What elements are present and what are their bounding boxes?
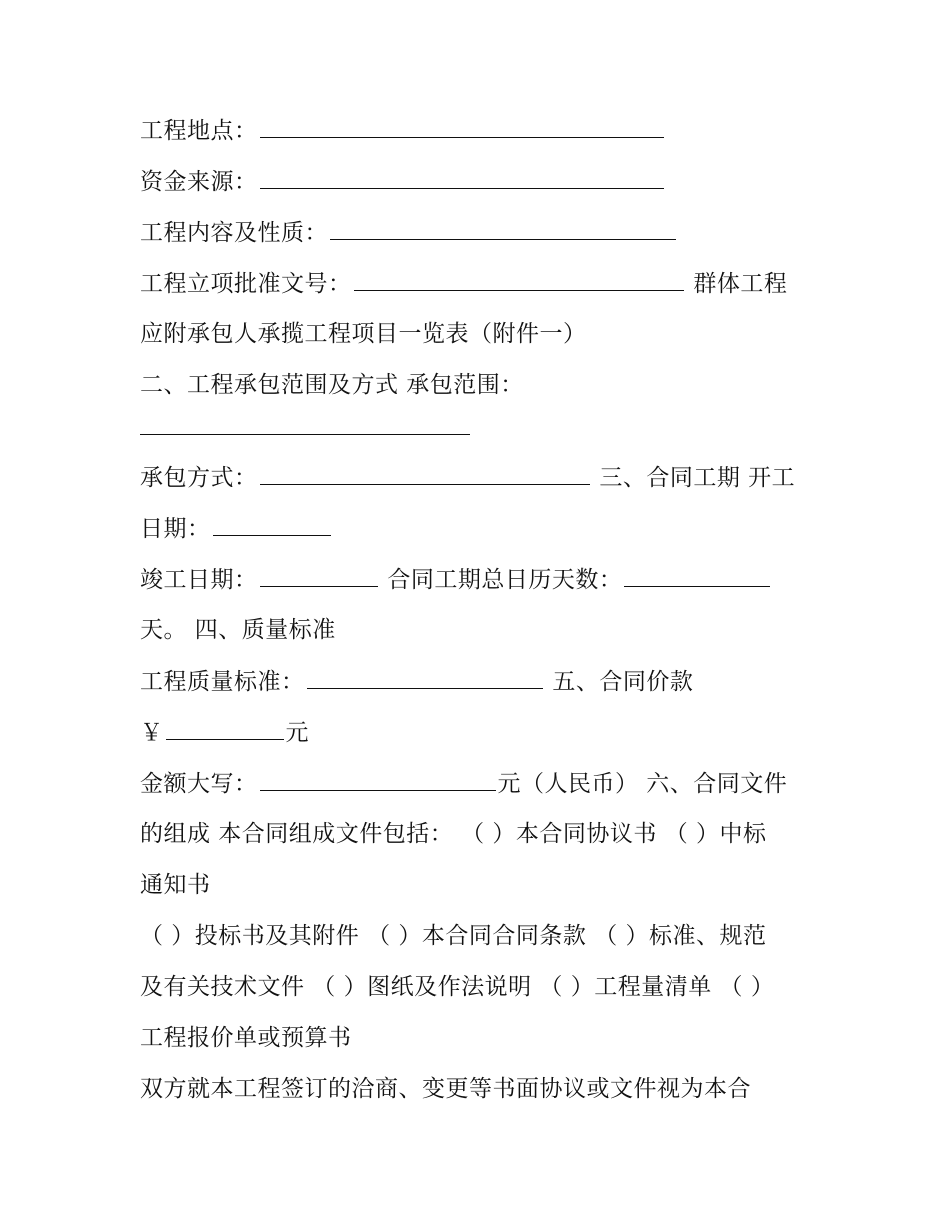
line-contract-docs-6	[140, 1074, 751, 1104]
line-scope-blank	[140, 412, 472, 443]
blank-total-days[interactable]	[624, 564, 770, 587]
label-project-content: 工程内容及性质：	[140, 220, 328, 246]
label-project-location: 工程地点：	[140, 118, 258, 144]
blank-fund-source[interactable]	[260, 166, 664, 189]
blank-contract-scope[interactable]	[140, 412, 470, 435]
label-contract-method: 承包方式：	[140, 465, 258, 491]
text-contract-docs-2: 通知书	[140, 872, 211, 898]
line-fund-source	[140, 166, 666, 197]
label-completion-date: 竣工日期：	[140, 567, 258, 593]
line-contract-docs-1	[140, 819, 767, 849]
text-attachment-note: 应附承包人承揽工程项目一览表（附件一）	[140, 321, 587, 347]
line-contract-docs-4	[140, 972, 774, 1002]
heading-section-three: 三、合同工期 开工	[599, 465, 796, 491]
line-approval-number	[140, 268, 787, 299]
line-attachment-note	[140, 319, 587, 349]
heading-section-six: 元（人民币） 六、合同文件	[497, 771, 788, 797]
blank-project-location[interactable]	[260, 115, 664, 138]
blank-contract-method[interactable]	[260, 462, 590, 485]
label-approval-number: 工程立项批准文号：	[140, 271, 352, 297]
blank-amount-words[interactable]	[260, 768, 496, 791]
label-fund-source: 资金来源：	[140, 169, 258, 195]
heading-section-two: 二、工程承包范围及方式 承包范围：	[140, 372, 524, 398]
label-start-date: 日期：	[140, 516, 211, 542]
line-project-location	[140, 115, 666, 146]
line-price-amount	[140, 717, 309, 748]
text-yuan-symbol: ￥	[140, 720, 164, 746]
line-contract-docs-3	[140, 921, 767, 951]
line-quality-standard	[140, 666, 693, 697]
text-contract-docs-6: 双方就本工程签订的洽商、变更等书面协议或文件视为本合	[140, 1076, 751, 1102]
blank-completion-date[interactable]	[260, 564, 378, 587]
text-contract-docs-1: 的组成 本合同组成文件包括： （ ）本合同协议书 （ ）中标	[140, 821, 767, 847]
line-start-date	[140, 513, 333, 544]
line-completion-date	[140, 564, 772, 595]
label-quality-standard: 工程质量标准：	[140, 669, 305, 695]
text-contract-docs-5: 工程报价单或预算书	[140, 1025, 352, 1051]
text-group-project: 群体工程	[693, 271, 788, 297]
line-contract-method	[140, 462, 795, 493]
blank-approval-number[interactable]	[354, 268, 684, 291]
text-yuan-unit: 元	[285, 720, 309, 746]
blank-project-content[interactable]	[330, 217, 676, 240]
line-contract-docs-5	[140, 1023, 352, 1053]
text-contract-docs-3: （ ）投标书及其附件 （ ）本合同合同条款 （ ）标准、规范	[140, 923, 767, 949]
heading-section-four: 天。 四、质量标准	[140, 617, 336, 643]
text-contract-docs-4: 及有关技术文件 （ ）图纸及作法说明 （ ）工程量清单 （ ）	[140, 974, 775, 1000]
blank-quality-standard[interactable]	[307, 666, 543, 689]
line-section-four	[140, 615, 336, 645]
heading-section-five: 五、合同价款	[552, 669, 694, 695]
line-project-content	[140, 217, 678, 248]
label-total-days: 合同工期总日历天数：	[387, 567, 623, 593]
line-section-two	[140, 370, 524, 400]
label-amount-words: 金额大写：	[140, 771, 258, 797]
line-amount-words	[140, 768, 787, 799]
blank-price-amount[interactable]	[166, 717, 284, 740]
line-contract-docs-2	[140, 870, 211, 900]
blank-start-date[interactable]	[213, 513, 331, 536]
